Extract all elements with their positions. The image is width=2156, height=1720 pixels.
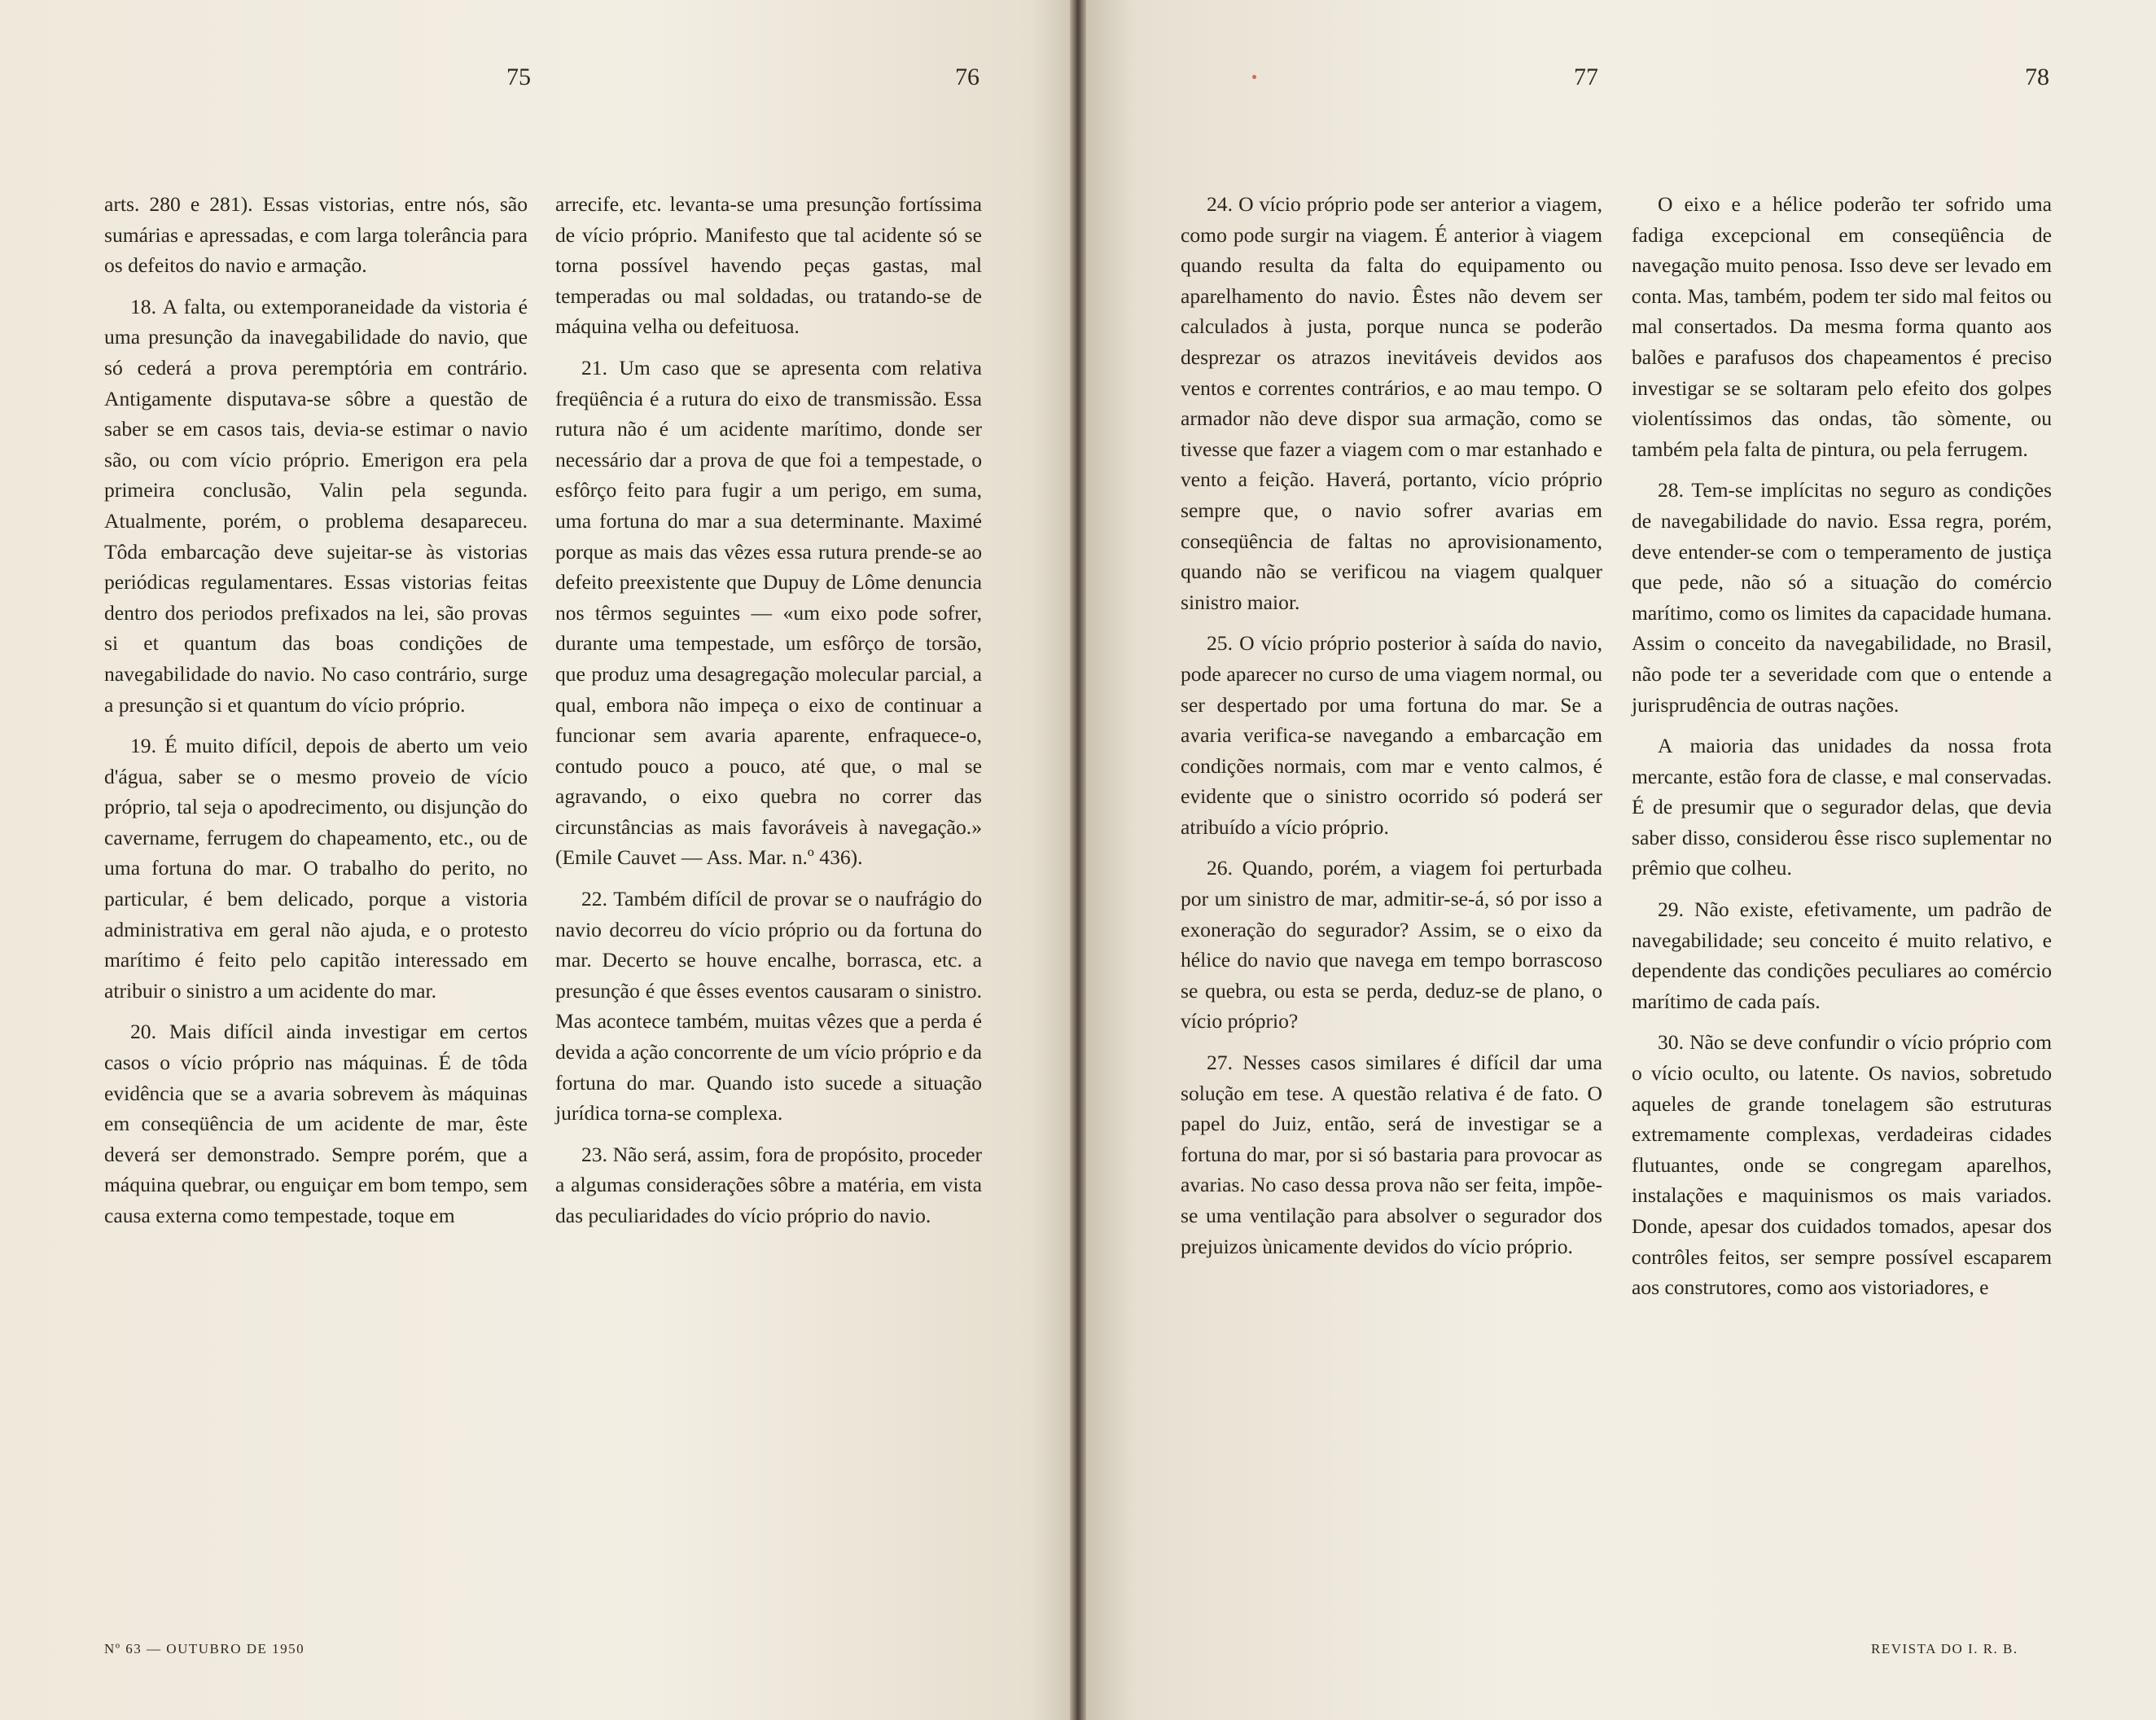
page-75-paragraph-2: 18. A falta, ou extemporaneidade da vistoria é uma presunção da inavegabilidade do navio, que só cederá a prova peremptória em contrário. Antigamente disputava-se sôbre a questão de saber se em casos tais, devia-se estimar o navio são, ou com vício próprio. Emerigon era pela primeira conclusão, Valin pela segunda. Atualmente, porém, o problema desapareceu. Tôda embarcação deve sujeitar-se às vistorias periódicas regulamentares. Essas vistorias feitas dentro dos periodos prefixados na lei, são provas si et quantum das boas condições de navegabilidade do navio. No caso contrário, surge a presunção si et quantum do vício próprio. [104,294,528,717]
page-78-paragraph-1: O eixo e a hélice poderão ter sofrido uma fadiga excepcional em conseqüência de navegação muito penosa. Isso deve ser levado em conta. Mas, também, podem ter sido mal feitos ou mal consertados. Da mesma forma quanto aos balões e parafusos dos chapeamentos é preciso investigar se se soltaram pelo efeito dos golpes violentíssimos das ondas, tão sòmente, ou também pela falta de pintura, ou pela ferrugem. [1632,192,2052,461]
page-76-paragraph-2: 21. Um caso que se apresenta com relativa freqüência é a rutura do eixo de transmissão. Essa rutura não é um acidente marítimo, donde ser necessário dar a prova de que foi a tempestade, o esfôrço feito para fugir a um perigo, em suma, uma fortuna do mar a sua determinante. Maximé porque as mais das vêzes essa rutura prende-se ao defeito preexistente que Dupuy de Lôme denuncia nos têrmos seguintes — «um eixo pode sofrer, durante uma tempestade, um esfôrço de torsão, que produz uma desagregação molecular parcial, a qual, embora não impeça o eixo de continuar a funcionar sem avaria aparente, enfraquece-o, contudo pouco a pouco, até que, o mal se agravando, o eixo quebra no correr das circunstâncias as mais favoráveis à navegação.» (Emile Cauvet — Ass. Mar. n.º 436). [555,355,982,870]
page-77-paragraph-3: 26. Quando, porém, a viagem foi perturbada por um sinistro de mar, admitir-se-á, só por isso a exoneração do segurador? Assim, se o eixo da hélice do navio que navega em tempo borrascoso se quebra, ou esta se perda, deduz-se de plano, o vício próprio? [1181,856,1602,1033]
page-number-75: 75 [506,64,531,90]
page-76-paragraph-3: 22. Também difícil de provar se o naufrágio do navio decorreu do vício próprio ou da fortuna do mar. Decerto se houve encalhe, borrasca, etc. a presunção é que êsses eventos causaram o sinistro. Mas acontece também, muitas vêzes que a perda é devida a ação concorrente de um vício próprio e da fortuna do mar. Quando isto sucede a situação jurídica torna-se complexa. [555,887,982,1125]
book-gutter [1070,0,1086,1720]
page-number-78: 78 [2025,64,2049,90]
page-76-column [555,189,982,1231]
page-75-paragraph-1: arts. 280 e 281). Essas vistorias, entre nós, são sumárias e apressadas, e com larga tolerância para os defeitos do navio e armação. [104,192,528,278]
page-78-paragraph-5: 30. Não se deve confundir o vício próprio com o vício oculto, ou latente. Os navios, sobretudo aqueles de grande tonelagem são estruturas extremamente complexas, verdadeiras cidades flutuantes, onde se congregam aparelhos, instalações e maquinismos os mais variados. Donde, apesar dos cuidados tomados, apesar dos contrôles feitos, ser sempre possível escaparem aos construtores, como aos vistoriadores, e [1632,1030,2052,1300]
page-76-paragraph-4: 23. Não será, assim, fora de propósito, proceder a algumas considerações sôbre a matéria, em vista das peculiaridades do vício próprio do navio. [555,1142,982,1227]
page-77-paragraph-4: 27. Nesses casos similares é difícil dar uma solução em tese. A questão relativa é de fato. O papel do Juiz, então, será de investigar se a fortuna do mar, por si só bastaria para provocar as avarias. No caso dessa prova não ser feita, impõe-se uma ventilação para absolver o segurador dos prejuizos ùnicamente devidos do vício próprio. [1181,1051,1602,1258]
footer-journal: REVISTA DO I. R. B. [1871,1641,2018,1656]
page-78-paragraph-4: 29. Não existe, efetivamente, um padrão de navegabilidade; seu conceito é muito relativo, e dependente das condições peculiares ao comércio marítimo de cada país. [1632,897,2052,1013]
page-76-paragraph-1: arrecife, etc. levanta-se uma presunção fortíssima de vício próprio. Manifesto que tal acidente só se torna possível havendo peças gastas, mal temperadas ou mal soldadas, ou tratando-se de máquina velha ou defeituosa. [555,192,982,339]
page-number-77: 77 [1574,64,1598,90]
page-77-paragraph-2: 25. O vício próprio posterior à saída do navio, pode aparecer no curso de uma viagem normal, ou ser despertado por uma fortuna do mar. Se a avaria verifica-se navegando a embarcação em condições normais, com mar e vento calmos, é evidente que o sinistro ocorrido só poderá ser atribuído a vício próprio. [1181,631,1602,839]
page-75-paragraph-3: 19. É muito difícil, depois de aberto um veio d'água, saber se o mesmo proveio de vício próprio, tal seja o apodrecimento, ou disjunção do cavername, ferrugem do chapeamento, etc., ou de uma fortuna do mar. O trabalho do perito, no particular, é bem delicado, porque a vistoria administrativa em geral não ajuda, e o protesto marítimo é feito pelo capitão interessado em atribuir o sinistro a um acidente do mar. [104,734,528,1003]
page-75-paragraph-4: 20. Mais difícil ainda investigar em certos casos o vício próprio nas máquinas. É de tôda evidência que se a avaria sobrevem às máquinas em conseqüência de um acidente de mar, êste deverá ser demonstrado. Sempre porém, que a máquina quebrar, ou enguiçar em bom tempo, sem causa externa como tempestade, toque em [104,1020,528,1227]
ink-spot [1252,75,1256,79]
page-78-paragraph-3: A maioria das unidades da nossa frota mercante, estão fora de classe, e mal conservadas. É de presumir que o segurador delas, que devia saber disso, considerou êsse risco suplementar no prêmio que colheu. [1632,734,2052,880]
page-75-column [104,189,528,1231]
footer-issue: Nº 63 — OUTUBRO DE 1950 [104,1641,305,1656]
page-number-76: 76 [955,64,979,90]
page-78-column [1632,189,2052,1303]
page-78-paragraph-2: 28. Tem-se implícitas no seguro as condições de navegabilidade do navio. Essa regra, porém, deve entender-se com o temperamento de justiça que pede, não só a situação do comércio marítimo, como os limites da capacidade humana. Assim o conceito da navegabilidade, no Brasil, não pode ter a severidade com que o entende a jurisprudência de outras nações. [1632,478,2052,717]
page-77-paragraph-1: 24. O vício próprio pode ser anterior a viagem, como pode surgir na viagem. É anterior à viagem quando resulta da falta do equipamento ou aparelhamento do navio. Êstes não devem ser calculados à justa, porque nunca se poderão desprezar os atrazos inevitáveis devidos aos ventos e correntes contrários, e ao mau tempo. O armador não deve dispor sua armação, como se tivesse que fazer a viagem com o mar estanhado e vento a feição. Haverá, portanto, vício próprio sempre que, o navio sofrer avarias em conseqüência de faltas no aprovisionamento, quando não se verificou na viagem qualquer sinistro maior. [1181,192,1602,614]
page-77-column [1181,189,1602,1261]
